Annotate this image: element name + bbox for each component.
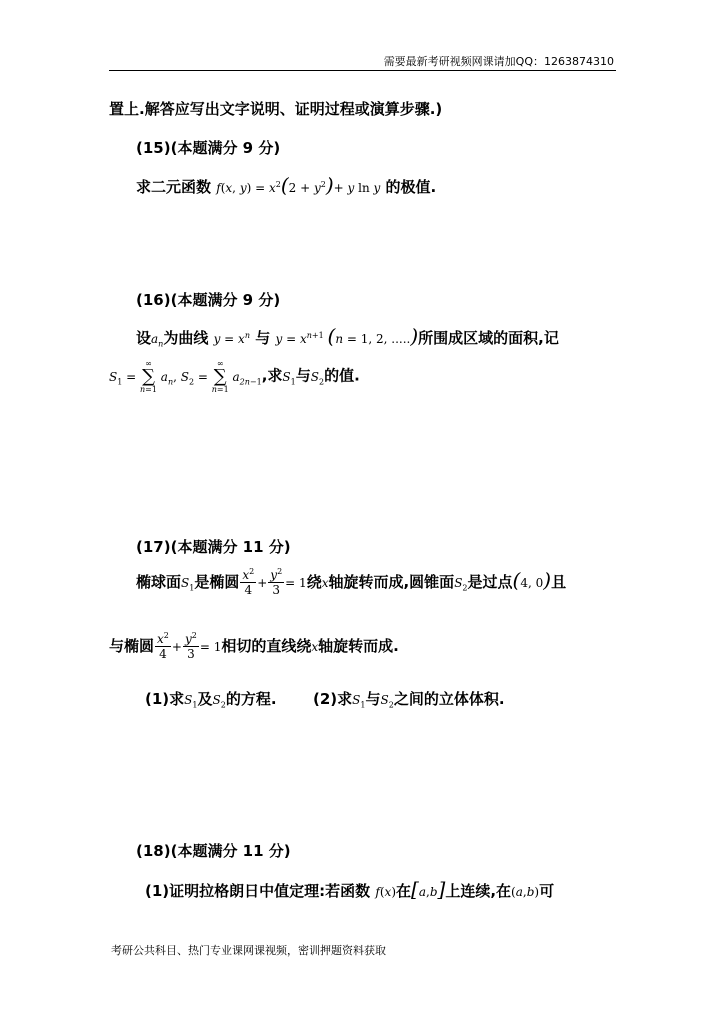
q1-and: 及 bbox=[197, 690, 213, 708]
problem-15-prefix: 求二元函数 bbox=[136, 178, 212, 196]
math-curve-1: $y = x^n$ bbox=[213, 331, 250, 346]
math-curve-2: $y = x^{n+1}$ (n = 1, 2, .....) bbox=[275, 324, 419, 348]
fraction-x2-over-4: $\frac{x^2}{4}$ bbox=[157, 631, 169, 661]
math-s2: $S_2$ bbox=[380, 693, 394, 710]
q2-and: 与 bbox=[365, 690, 381, 708]
math-s1-definition: $S_1$ = ∞ ∑ n=1 $a_n$, $S_2$ = ∞ ∑ n=1 $a_{2n-1}$ bbox=[109, 359, 262, 394]
fraction-x2-over-4: $\frac{x^2}{4}$ bbox=[242, 567, 255, 597]
problem-16-text-and-2: 与 bbox=[295, 366, 311, 385]
problem-17-prefix: 椭球面 bbox=[136, 573, 182, 591]
math-a-n: $a_n$ bbox=[151, 332, 164, 349]
math-point-4-0: (4, 0) bbox=[512, 568, 552, 592]
instructions-text: 置上.解答应写出文字说明、证明过程或演算步骤.) bbox=[109, 100, 443, 118]
math-x-axis-var: x bbox=[321, 576, 329, 590]
problem-18-line-1 bbox=[145, 877, 554, 901]
problem-17-text-with-ellipse: 与椭圆 bbox=[109, 637, 155, 655]
fraction-y2-over-3: $\frac{y^2}{3}$ bbox=[184, 631, 197, 661]
problem-17-text-point: 是过点 bbox=[467, 573, 513, 591]
problem-15-statement bbox=[136, 173, 436, 197]
problem-17-line-2: 与椭圆 $\frac{x^2}{4}$ + $\frac{y^2}{3}$ = 1相切的直线绕x轴旋转而成. bbox=[109, 631, 399, 661]
problem-16-text-and: 与 bbox=[255, 329, 271, 347]
q1-prefix: (1)求 bbox=[145, 690, 185, 708]
problem-18-prefix: (1)证明拉格朗日中值定理:若函数 bbox=[145, 882, 371, 900]
problem-16-line-2 bbox=[109, 360, 360, 394]
problem-16-suffix: 所围成区域的面积,记 bbox=[418, 329, 559, 347]
problem-15-formula: f(x, $y) = x^2(2 + y^2)+ y$ ln y bbox=[216, 173, 381, 197]
q1-suffix: 的方程. bbox=[225, 690, 277, 708]
problem-16-suffix-2: 的值. bbox=[324, 366, 360, 385]
problem-16-text-find: ,求 bbox=[261, 366, 283, 385]
problem-18-text-can: 可 bbox=[539, 882, 555, 900]
q2-suffix: 之间的立体体积. bbox=[393, 690, 505, 708]
problem-17-text-rotate: 轴旋转而成. bbox=[318, 637, 399, 655]
problem-16-title: (16)(本题满分 9 分) bbox=[136, 291, 281, 309]
math-x-axis-var: x bbox=[311, 640, 319, 654]
math-s1: $S_1$ bbox=[352, 693, 366, 710]
page-header-text: 需要最新考研视频网课请加QQ：1263874310 bbox=[383, 55, 614, 68]
problem-18-text-on: 在 bbox=[396, 882, 412, 900]
math-s2: $S_2$ bbox=[310, 369, 325, 386]
q2-prefix: (2)求 bbox=[313, 690, 353, 708]
problem-17-title: (17)(本题满分 11 分) bbox=[136, 538, 291, 556]
problem-17-text-tangent: 相切的直线绕 bbox=[221, 637, 312, 655]
problem-17-text-cone: 轴旋转而成,圆锥面 bbox=[328, 573, 455, 591]
problem-18-title: (18)(本题满分 11 分) bbox=[136, 842, 291, 860]
problem-17-text-ellipse: 是椭圆 bbox=[194, 573, 240, 591]
fraction-y2-over-3: $\frac{y^2}{3}$ bbox=[270, 567, 283, 597]
problem-16-prefix: 设 bbox=[136, 329, 152, 347]
problem-17-text-around: 绕 bbox=[306, 573, 322, 591]
problem-17-line-1: 椭球面$S_1$是椭圆 $\frac{x^2}{4}$ + $\frac{y^2}{3}$ = 1绕x轴旋转而成,圆锥面$S_2$是过点(4, 0)且 bbox=[136, 567, 567, 597]
problem-15-title: (15)(本题满分 9 分) bbox=[136, 139, 281, 157]
header-divider bbox=[109, 70, 616, 71]
problem-15-suffix: 的极值. bbox=[385, 178, 437, 196]
math-f-x: f(x) bbox=[375, 885, 396, 899]
page-footer-text: 考研公共科目、热门专业课网课视频，密训押题资料获取 bbox=[111, 944, 386, 957]
problem-17-question-1 bbox=[145, 688, 277, 709]
math-s2: $S_2$ bbox=[212, 693, 226, 710]
math-s1: $S_1$ bbox=[184, 693, 198, 710]
math-s2: $S_2$ bbox=[454, 576, 468, 593]
math-s1: $S_1$ bbox=[181, 576, 195, 593]
math-s1: $S_1$ bbox=[282, 369, 296, 386]
problem-18-text-continuous: 上连续,在 bbox=[445, 882, 512, 900]
math-closed-interval: [a,b] bbox=[411, 877, 446, 901]
problem-17-text-and: 且 bbox=[551, 573, 567, 591]
problem-17-question-2 bbox=[313, 688, 505, 709]
math-open-interval: (a,b) bbox=[511, 885, 540, 899]
problem-16-text-curve: 为曲线 bbox=[163, 329, 209, 347]
problem-16-line-1 bbox=[136, 324, 559, 348]
